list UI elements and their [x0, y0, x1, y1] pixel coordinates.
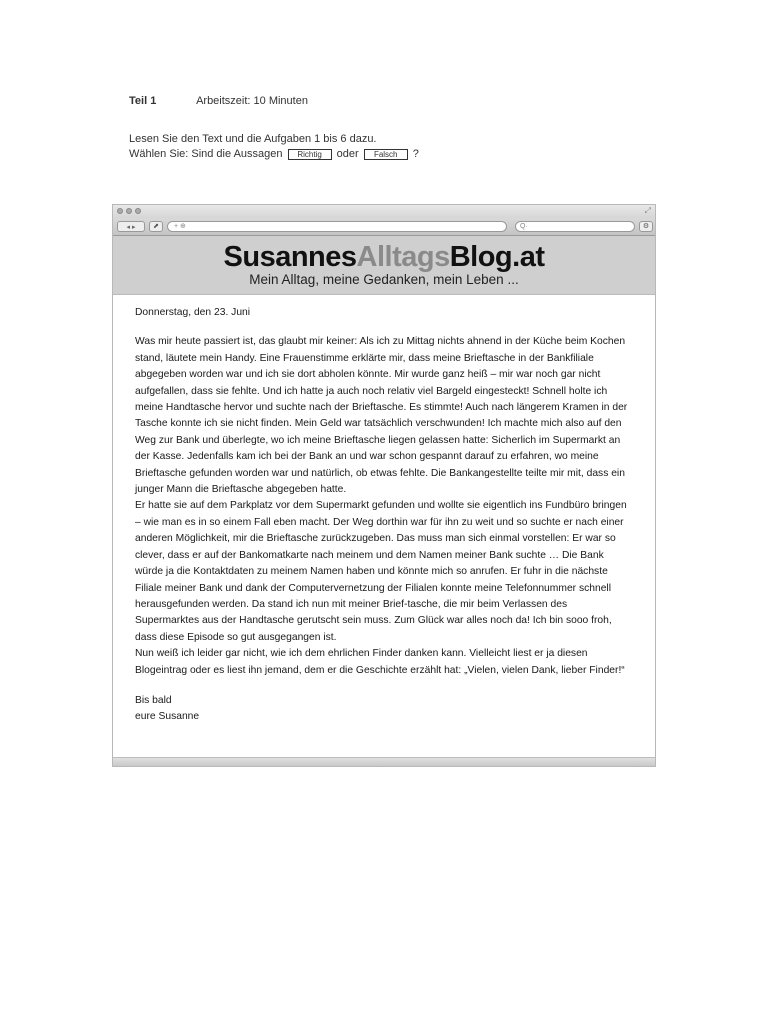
- blog-subtitle: Mein Alltag, meine Gedanken, mein Leben ...: [249, 272, 519, 287]
- exam-header: [129, 95, 308, 107]
- post-closing-1: Bis bald: [135, 694, 172, 706]
- browser-titlebar: [113, 205, 655, 218]
- post-closing-2: eure Susanne: [135, 711, 200, 723]
- close-window-icon[interactable]: [117, 208, 123, 214]
- browser-window: [112, 204, 656, 767]
- browser-toolbar: [113, 218, 655, 236]
- post-paragraph-2: Er hatte sie auf dem Parkplatz vor dem Supermarkt gefunden und wollte sie eigentlich ins Fundbüro bringen – wie man es in so einem Fall eben macht. Der Weg dorthin war für ihn zu weit und so suchte er nach einer anderen Möglichkeit, mir die Brieftasche zurückzugeben. Das muss man sich einmal vorstellen: Er war so clever, dass er auf der Bankomatkarte nach meinem und dem Namen meiner Bank suchte … Die Bank würde ja die Kontaktdaten zu meinem Namen haben und könnte mich so anrufen. Er fuhr in die nächste Filiale meiner Bank und dank der Computervernetzung der Filialen konnte meine Telefonnummer schnell herausgefunden werden. Da stand ich nun mit meiner Brief-tasche, die mir beim Verlassen des Supermarktes aus der Handtasche gerutscht sein muss. Zum Glück war alles noch da! Ich bin sooo froh, dass diese Episode so gut ausgegangen ist.: [135, 500, 627, 643]
- blog-title-part-3: Blog.at: [449, 241, 545, 273]
- instruction-line-2: [129, 147, 419, 162]
- minimize-window-icon[interactable]: [126, 208, 132, 214]
- settings-gear-icon[interactable]: ⚙: [639, 221, 653, 232]
- post-paragraph-1: Was mir heute passiert ist, das glaubt mir keiner: Als ich zu Mittag nichts ahnend in der Küche beim Kochen stand, läutete mein Handy. Eine Frauenstimme erklärte mir, dass meine Brieftasche in der Bankfiliale abgegeben worden war und ich sie dort abholen könnte. Mir wurde ganz heiß – mir war noch gar nicht aufgefallen, dass sie fehlte. Und ich hatte ja auch noch relativ viel Bargeld eingesteckt! Schnell holte ich meine Handtasche hervor und suchte nach der Brieftasche. Es stimmte! Auch nach längerem Kramen in der Tasche konnte ich sie nicht finden. Mein Geld war tatsächlich verschwunden! Ich machte mich also auf den Weg zur Bank und überlegte, wo ich meine Brieftasche liegen gelassen hatte: Sicherlich im Supermarkt an der Kasse. Jedenfalls kam ich bei der Bank an und war schon gespannt darauf zu erfahren, wo meine Brieftasche gefunden worden war und natürlich, ob etwas fehlte. Die Bankangestellte teilte mir mit, dass ein junger Mann die Brieftasche abgegeben hatte.: [135, 336, 628, 496]
- search-field[interactable]: Q·: [515, 221, 635, 232]
- blog-post: [113, 295, 655, 726]
- instructions: [129, 132, 419, 162]
- part-label: Teil 1: [129, 95, 157, 107]
- address-bar[interactable]: + ⊕: [167, 221, 507, 232]
- back-forward-buttons[interactable]: ◂ ▸: [117, 221, 145, 232]
- option-true-box: Richtig: [288, 149, 332, 160]
- post-date: Donnerstag, den 23. Juni: [135, 307, 251, 318]
- instruction-line-1: Lesen Sie den Text und die Aufgaben 1 bis 6 dazu.: [129, 133, 377, 145]
- instruction-prefix: Wählen Sie: Sind die Aussagen: [129, 148, 283, 160]
- blog-title-part-1: Susannes: [223, 241, 357, 273]
- browser-status-bar: [113, 757, 655, 766]
- fullscreen-icon[interactable]: ⤢: [644, 206, 651, 215]
- option-false-box: Falsch: [364, 149, 408, 160]
- blog-banner: [113, 236, 655, 295]
- time-label: Arbeitszeit: 10 Minuten: [196, 95, 308, 107]
- blog-title: [113, 236, 655, 272]
- instruction-suffix: ?: [412, 148, 419, 160]
- blog-title-part-2: Alltags: [356, 241, 450, 273]
- post-paragraph-3: Nun weiß ich leider gar nicht, wie ich dem ehrlichen Finder danken kann. Vielleicht liest er ja diesen Blogeintrag oder es liest ihn jemand, dem er die Geschichte erzählt hat: „Vielen, vielen Dank, lieber Finder!“: [135, 648, 625, 676]
- instruction-connector: oder: [336, 148, 359, 160]
- maximize-window-icon[interactable]: [135, 208, 141, 214]
- open-tab-icon[interactable]: ⬈: [149, 221, 163, 232]
